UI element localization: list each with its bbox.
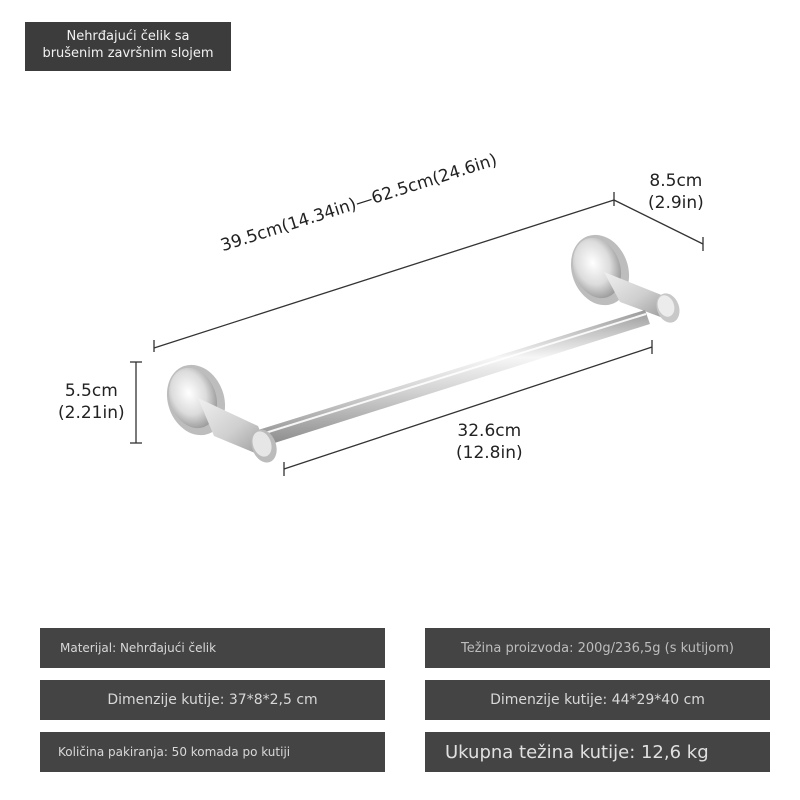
depth-label bbox=[648, 170, 704, 214]
spec-box-dimensions bbox=[40, 680, 385, 720]
spec-weight bbox=[425, 628, 770, 668]
spec-weight-text: Težina proizvoda: 200g/236,5g (s kutijom) bbox=[461, 640, 734, 656]
bar-length-value: 32.6cm bbox=[457, 421, 522, 441]
spec-material bbox=[40, 628, 385, 668]
bar-length-inch: (12.8in) bbox=[456, 443, 523, 463]
spec-quantity bbox=[40, 732, 385, 772]
depth-value: 8.5cm bbox=[649, 171, 703, 191]
height-label bbox=[58, 380, 125, 424]
spec-box-dimensions-text: Dimenzije kutije: 37*8*2,5 cm bbox=[107, 692, 318, 708]
finish-badge-text: Nehrđajući čelik sa brušenim završnim slojem bbox=[42, 29, 214, 61]
spec-total-weight-text: Ukupna težina kutije: 12,6 kg bbox=[445, 741, 709, 763]
spec-quantity-text: Količina pakiranja: 50 komada po kutiji bbox=[58, 745, 291, 759]
left-wall-mount bbox=[157, 357, 281, 466]
depth-inch: (2.9in) bbox=[648, 193, 704, 213]
towel-bar bbox=[258, 310, 650, 446]
spec-carton-dimensions-text: Dimenzije kutije: 44*29*40 cm bbox=[490, 692, 705, 708]
bar-length-label bbox=[456, 420, 523, 464]
spec-total-weight bbox=[425, 732, 770, 772]
height-value: 5.5cm bbox=[64, 381, 118, 401]
overall-length-text: 39.5cm(14.34in)—62.5cm(24.6in) bbox=[218, 150, 500, 257]
height-inch: (2.21in) bbox=[58, 403, 125, 423]
right-wall-mount bbox=[561, 227, 683, 326]
spec-material-text: Materijal: Nehrđajući čelik bbox=[60, 641, 217, 655]
spec-carton-dimensions bbox=[425, 680, 770, 720]
